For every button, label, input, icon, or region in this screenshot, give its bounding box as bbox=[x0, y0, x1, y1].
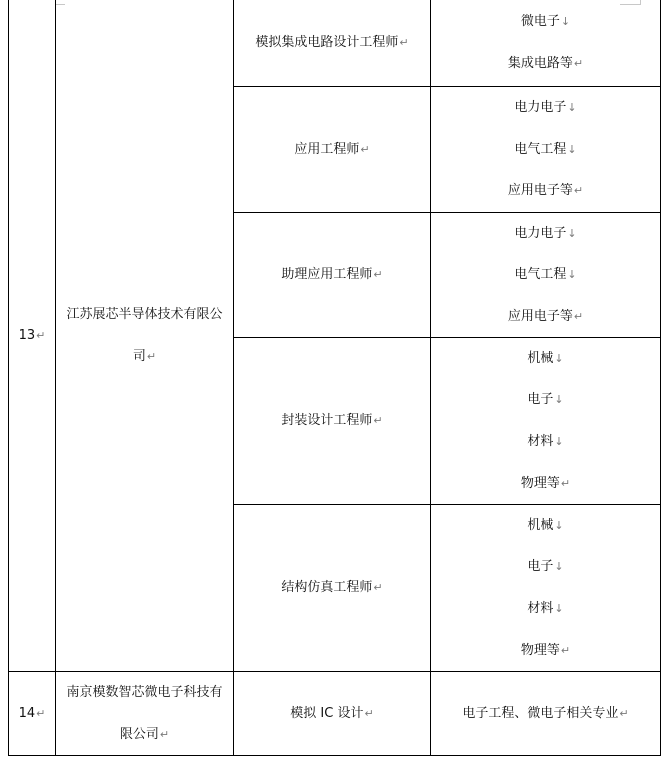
major-item: 集成电路等↵ bbox=[507, 56, 584, 71]
position-title: 模拟 IC 设计↵ bbox=[290, 705, 374, 721]
company-name-line: 江苏展芯半导体技术有限公 bbox=[66, 306, 223, 322]
row-13-index-cell bbox=[9, 0, 55, 671]
table-border-bottom bbox=[8, 755, 661, 756]
major-item: 微电子↓ bbox=[520, 14, 571, 30]
major-item: 电力电子↓ bbox=[514, 225, 577, 241]
majors-cell bbox=[431, 505, 660, 671]
majors-cell bbox=[431, 0, 660, 86]
position-title: 结构仿真工程师↵ bbox=[281, 580, 383, 596]
position-title-cell bbox=[234, 0, 430, 86]
majors-cell bbox=[431, 672, 660, 755]
position-title: 应用工程师↵ bbox=[294, 141, 370, 157]
row-index: 14↵ bbox=[18, 705, 46, 721]
position-title: 助理应用工程师↵ bbox=[281, 267, 383, 283]
row-index: 13↵ bbox=[18, 327, 46, 343]
major-item: 电力电子↓ bbox=[514, 100, 577, 116]
major-item: 应用电子等↵ bbox=[507, 183, 584, 199]
company-name-line: 南京模数智芯微电子科技有 bbox=[66, 684, 223, 700]
major-item: 材料↓ bbox=[527, 601, 564, 616]
major-item: 机械↓ bbox=[527, 350, 564, 366]
major-item: 材料↓ bbox=[527, 434, 564, 449]
company-name-line: 限公司↵ bbox=[119, 726, 170, 742]
majors-cell bbox=[431, 338, 660, 504]
position-title-cell bbox=[234, 338, 430, 504]
position-title-cell bbox=[234, 87, 430, 212]
major-item: 电子工程、微电子相关专业↵ bbox=[462, 705, 629, 721]
major-item: 电气工程↓ bbox=[514, 267, 577, 283]
major-item: 机械↓ bbox=[527, 517, 564, 533]
major-item: 物理等↵ bbox=[520, 475, 571, 491]
company-name-line: 司↵ bbox=[132, 348, 157, 364]
major-item: 应用电子等↵ bbox=[507, 308, 584, 324]
major-item: 电气工程↓ bbox=[514, 141, 577, 157]
row-13-company-cell bbox=[56, 0, 233, 671]
majors-cell bbox=[431, 87, 660, 212]
major-item: 电子↓ bbox=[527, 559, 564, 575]
position-title: 模拟集成电路设计工程师↵ bbox=[255, 35, 409, 51]
majors-cell bbox=[431, 213, 660, 337]
position-title-cell bbox=[234, 213, 430, 337]
position-title-cell bbox=[234, 672, 430, 755]
row-14-company-cell bbox=[56, 672, 233, 755]
major-item: 电子↓ bbox=[527, 392, 564, 408]
row-14-index-cell bbox=[9, 672, 55, 755]
position-title: 封装设计工程师↵ bbox=[281, 413, 383, 429]
major-item: 物理等↵ bbox=[520, 642, 571, 658]
table-border-right bbox=[660, 0, 661, 756]
position-title-cell bbox=[234, 505, 430, 671]
